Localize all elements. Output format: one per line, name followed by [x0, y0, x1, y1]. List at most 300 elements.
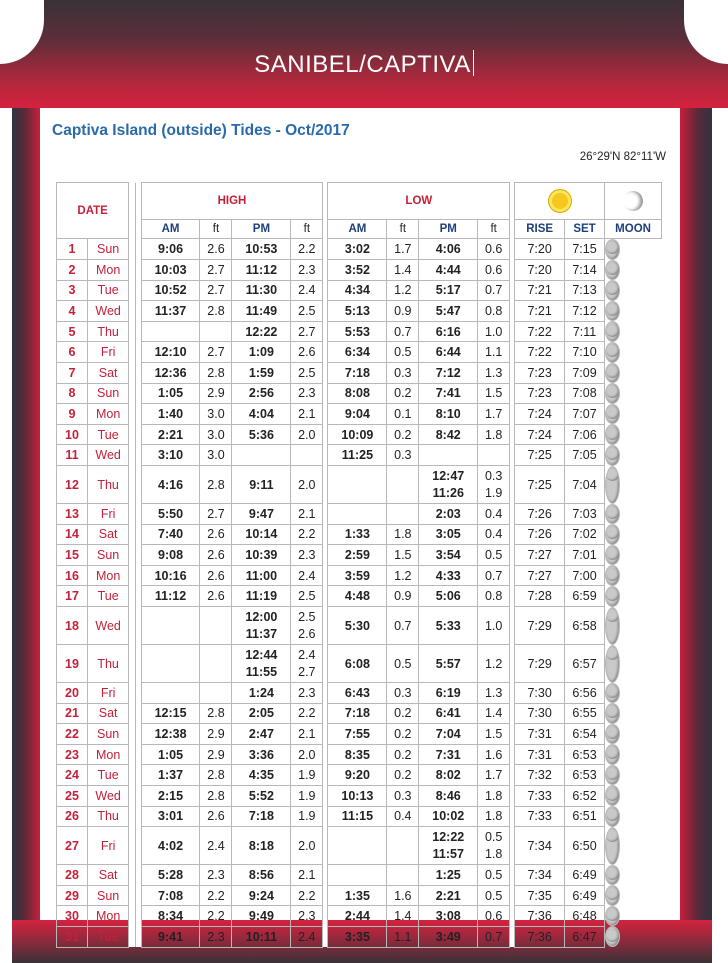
sunset: 6:53: [564, 744, 604, 765]
sunrise: 7:36: [515, 906, 565, 927]
table-row: [57, 645, 662, 683]
high-pm-time: 3:36: [232, 744, 291, 765]
col-rise: RISE: [515, 220, 565, 239]
sunset: 7:10: [564, 342, 604, 363]
low-am-ft: [387, 827, 419, 865]
high-pm-ft: 2.0: [291, 827, 323, 865]
col-high-am: AM: [141, 220, 200, 239]
moon-phase-icon: [606, 262, 619, 275]
column-gap: [129, 683, 136, 704]
high-am-ft: 2.3: [200, 926, 232, 947]
high-am-time: 1:40: [141, 404, 200, 425]
column-gap: [129, 504, 136, 525]
high-pm-time: 1:24: [232, 683, 291, 704]
sunrise: 7:20: [515, 239, 565, 260]
weekday: Thu: [87, 466, 128, 504]
high-pm-time: 11:19: [232, 586, 291, 607]
weekday: Sun: [87, 239, 128, 260]
sunset: 6:56: [564, 683, 604, 704]
low-am-time: 2:59: [328, 545, 387, 566]
low-pm-time: 4:44: [419, 260, 478, 281]
moon-phase: [605, 865, 620, 886]
moon-phase-icon: [606, 365, 619, 378]
sunrise: 7:24: [515, 404, 565, 425]
date-header: DATE: [57, 183, 129, 239]
high-pm-time-1: 12:44: [245, 647, 278, 662]
high-am-ft: 2.6: [200, 239, 232, 260]
sunset: 6:48: [564, 906, 604, 927]
sunset: 6:53: [564, 765, 604, 786]
moon-phase-icon: [606, 867, 619, 880]
low-am-time: 5:13: [328, 301, 387, 322]
low-am-time: 2:44: [328, 906, 387, 927]
moon-header: [605, 183, 662, 220]
low-am-ft: 0.9: [387, 301, 419, 322]
low-pm-time-1: 12:47: [432, 468, 465, 483]
high-am-time: 1:37: [141, 765, 200, 786]
low-pm-time-2: 11:26: [432, 485, 464, 500]
table-row: [57, 586, 662, 607]
low-pm-ft: 0.8: [478, 586, 510, 607]
high-am-ft: 2.6: [200, 806, 232, 827]
high-am-ft: 2.8: [200, 703, 232, 724]
table-row: [57, 765, 662, 786]
low-pm-time: 5:17: [419, 280, 478, 301]
high-pm-time: 7:18: [232, 806, 291, 827]
table-row: [57, 342, 662, 363]
sunrise: 7:26: [515, 504, 565, 525]
high-pm-ft: 2.1: [291, 504, 323, 525]
low-am-ft: 0.7: [387, 321, 419, 342]
low-pm-ft: 1.7: [478, 765, 510, 786]
sunset: 7:00: [564, 565, 604, 586]
column-gap: [129, 524, 136, 545]
column-gap: [129, 466, 136, 504]
low-pm-time: 5:57: [419, 645, 478, 683]
moon-phase-icon: [606, 829, 619, 842]
low-pm-time: 5:33: [419, 607, 478, 645]
low-am-time: 9:04: [328, 404, 387, 425]
col-low-am: AM: [328, 220, 387, 239]
sunrise: 7:26: [515, 524, 565, 545]
high-pm-ft: [291, 645, 323, 683]
column-gap: [129, 565, 136, 586]
low-pm-ft: 1.3: [478, 683, 510, 704]
high-pm-time: 2:56: [232, 383, 291, 404]
sunrise: 7:34: [515, 827, 565, 865]
low-am-ft: 1.2: [387, 565, 419, 586]
high-am-ft: 2.8: [200, 785, 232, 806]
sunset: 6:54: [564, 724, 604, 745]
column-gap: [129, 280, 136, 301]
low-header: LOW: [328, 183, 510, 220]
low-am-time: 10:09: [328, 424, 387, 445]
moon-phase-icon: [606, 808, 619, 821]
day-number: 6: [57, 342, 88, 363]
low-am-ft: 0.7: [387, 607, 419, 645]
low-pm-ft: 0.7: [478, 926, 510, 947]
moon-phase-icon: [606, 685, 619, 698]
low-pm-time-1: 12:22: [432, 829, 465, 844]
low-am-ft: 0.9: [387, 586, 419, 607]
moon-phase-icon: [606, 746, 619, 759]
low-am-ft: 0.5: [387, 645, 419, 683]
weekday: Mon: [87, 260, 128, 281]
day-number: 18: [57, 607, 88, 645]
moon-phase: [605, 827, 620, 865]
high-am-time: 4:16: [141, 466, 200, 504]
high-pm-ft-2: 2.6: [298, 626, 316, 641]
low-am-time: 9:20: [328, 765, 387, 786]
high-pm-time-2: 11:55: [245, 664, 278, 679]
table-row: [57, 424, 662, 445]
weekday: Sun: [87, 724, 128, 745]
high-am-time: 8:34: [141, 906, 200, 927]
sunrise: 7:34: [515, 865, 565, 886]
low-am-ft: 0.2: [387, 724, 419, 745]
high-pm-ft: 1.9: [291, 765, 323, 786]
weekday: Sun: [87, 383, 128, 404]
high-am-time: 7:40: [141, 524, 200, 545]
column-gap: [129, 865, 136, 886]
column-gap: [129, 926, 136, 947]
high-am-ft: 2.8: [200, 363, 232, 384]
moon-phase: [605, 545, 620, 566]
frame-left: [12, 108, 40, 920]
high-pm-ft: 2.3: [291, 260, 323, 281]
low-pm-time: 3:54: [419, 545, 478, 566]
column-gap: [129, 703, 136, 724]
moon-phase: [605, 885, 620, 906]
day-number: 25: [57, 785, 88, 806]
sun-icon: [552, 193, 568, 209]
low-am-ft: 1.7: [387, 239, 419, 260]
sunset: 7:02: [564, 524, 604, 545]
weekday: Tue: [87, 280, 128, 301]
column-gap: [129, 445, 136, 466]
low-am-ft: 1.1: [387, 926, 419, 947]
low-pm-time: 1:25: [419, 865, 478, 886]
low-am-ft: 0.3: [387, 785, 419, 806]
moon-phase-icon: [606, 241, 619, 254]
high-pm-ft: 2.0: [291, 466, 323, 504]
column-gap: [129, 765, 136, 786]
column-gap: [129, 744, 136, 765]
high-am-time: 1:05: [141, 744, 200, 765]
low-pm-time: 3:49: [419, 926, 478, 947]
high-pm-time: [232, 645, 291, 683]
low-am-time: 6:43: [328, 683, 387, 704]
low-am-time: 1:35: [328, 885, 387, 906]
day-number: 7: [57, 363, 88, 384]
low-pm-ft: 0.4: [478, 504, 510, 525]
low-pm-ft: 0.7: [478, 565, 510, 586]
high-pm-time-1: 12:00: [245, 609, 278, 624]
column-gap: [129, 383, 136, 404]
low-pm-ft: 0.6: [478, 239, 510, 260]
moon-phase: [605, 404, 620, 425]
sunset: 6:57: [564, 645, 604, 683]
high-pm-ft: 2.1: [291, 404, 323, 425]
low-pm-ft: 1.5: [478, 724, 510, 745]
high-am-time: [141, 683, 200, 704]
sunrise: 7:33: [515, 785, 565, 806]
table-row: [57, 363, 662, 384]
high-pm-time: 8:18: [232, 827, 291, 865]
low-pm-ft: 1.8: [478, 806, 510, 827]
sunset: 7:08: [564, 383, 604, 404]
table-row: [57, 545, 662, 566]
low-pm-time: 7:12: [419, 363, 478, 384]
moon-phase-icon: [606, 609, 619, 622]
table-row: [57, 404, 662, 425]
moon-phase: [605, 260, 620, 281]
sunset: 6:52: [564, 785, 604, 806]
high-am-ft: 2.6: [200, 545, 232, 566]
high-am-ft: 2.3: [200, 865, 232, 886]
table-row: [57, 301, 662, 322]
moon-phase: [605, 466, 620, 504]
low-pm-time: 6:19: [419, 683, 478, 704]
sunrise: 7:35: [515, 885, 565, 906]
day-number: 4: [57, 301, 88, 322]
high-am-ft: 2.8: [200, 765, 232, 786]
low-am-time: 6:34: [328, 342, 387, 363]
moon-phase-icon: [606, 788, 619, 801]
high-am-ft: 3.0: [200, 445, 232, 466]
high-am-time: 5:28: [141, 865, 200, 886]
weekday: Fri: [87, 342, 128, 363]
col-low-pm: PM: [419, 220, 478, 239]
low-pm-time: 2:03: [419, 504, 478, 525]
moon-phase: [605, 524, 620, 545]
low-pm-time: 4:06: [419, 239, 478, 260]
high-am-ft: 2.2: [200, 906, 232, 927]
high-am-time: 11:37: [141, 301, 200, 322]
sunset: 7:09: [564, 363, 604, 384]
low-am-ft: 0.2: [387, 424, 419, 445]
moon-phase: [605, 724, 620, 745]
low-am-ft: 0.3: [387, 363, 419, 384]
day-number: 3: [57, 280, 88, 301]
moon-phase-icon: [606, 468, 619, 481]
weekday: Sat: [87, 865, 128, 886]
high-pm-time-2: 11:37: [245, 626, 278, 641]
day-number: 27: [57, 827, 88, 865]
low-pm-ft: 1.7: [478, 404, 510, 425]
low-pm-ft: 1.2: [478, 645, 510, 683]
coordinates: 26°29'N 82°11'W: [579, 151, 666, 163]
high-pm-time: 9:11: [232, 466, 291, 504]
moon-phase: [605, 342, 620, 363]
high-am-time: 9:41: [141, 926, 200, 947]
col-moon: MOON: [605, 220, 662, 239]
low-am-time: 3:35: [328, 926, 387, 947]
low-pm-time: 7:41: [419, 383, 478, 404]
high-pm-time: 11:30: [232, 280, 291, 301]
moon-phase: [605, 607, 620, 645]
high-am-ft: 3.0: [200, 424, 232, 445]
moon-phase: [605, 683, 620, 704]
low-pm-time: 8:46: [419, 785, 478, 806]
weekday: Mon: [87, 906, 128, 927]
table-row: [57, 280, 662, 301]
moon-phase-icon: [606, 427, 619, 440]
weekday: Fri: [87, 683, 128, 704]
high-am-ft: 2.9: [200, 744, 232, 765]
low-am-ft: 0.2: [387, 765, 419, 786]
weekday: Tue: [87, 926, 128, 947]
moon-phase: [605, 645, 620, 683]
low-am-time: 11:25: [328, 445, 387, 466]
low-pm-ft: 0.7: [478, 280, 510, 301]
low-pm-time: 8:42: [419, 424, 478, 445]
table-row: [57, 865, 662, 886]
low-pm-ft: 1.0: [478, 607, 510, 645]
sunrise: 7:29: [515, 607, 565, 645]
high-pm-ft: 2.5: [291, 363, 323, 384]
moon-phase: [605, 239, 620, 260]
table-row: [57, 445, 662, 466]
column-gap: [129, 260, 136, 281]
moon-phase: [605, 926, 620, 947]
high-pm-time: 9:47: [232, 504, 291, 525]
sunset: 7:11: [564, 321, 604, 342]
low-am-time: 7:55: [328, 724, 387, 745]
day-number: 20: [57, 683, 88, 704]
low-am-time: 8:08: [328, 383, 387, 404]
low-am-ft: 1.4: [387, 906, 419, 927]
high-am-ft: 2.8: [200, 301, 232, 322]
low-am-time: 10:13: [328, 785, 387, 806]
sunset: 7:03: [564, 504, 604, 525]
sunrise: 7:25: [515, 466, 565, 504]
moon-phase: [605, 424, 620, 445]
page-title-text: SANIBEL/CAPTIVA: [254, 51, 471, 78]
high-am-ft: 2.7: [200, 504, 232, 525]
high-am-time: 10:03: [141, 260, 200, 281]
day-number: 9: [57, 404, 88, 425]
high-pm-time: 4:04: [232, 404, 291, 425]
high-pm-ft: 2.3: [291, 683, 323, 704]
table-row: [57, 383, 662, 404]
sunset: 7:13: [564, 280, 604, 301]
high-am-time: 9:06: [141, 239, 200, 260]
weekday: Fri: [87, 504, 128, 525]
high-pm-ft: 2.5: [291, 301, 323, 322]
low-am-time: [328, 504, 387, 525]
column-gap: [129, 301, 136, 322]
low-am-ft: 0.1: [387, 404, 419, 425]
low-am-time: 7:18: [328, 703, 387, 724]
column-gap: [129, 607, 136, 645]
low-pm-ft: [478, 445, 510, 466]
page-title: [0, 50, 728, 79]
low-am-time: 5:30: [328, 607, 387, 645]
low-pm-time: 2:21: [419, 885, 478, 906]
weekday: Tue: [87, 586, 128, 607]
high-pm-ft: 2.1: [291, 724, 323, 745]
sunrise: 7:31: [515, 744, 565, 765]
low-pm-ft: 1.6: [478, 744, 510, 765]
moon-phase: [605, 906, 620, 927]
moon-phase-icon: [606, 526, 619, 539]
moon-phase: [605, 445, 620, 466]
weekday: Wed: [87, 607, 128, 645]
high-pm-time: 5:36: [232, 424, 291, 445]
col-low-pm-ft: ft: [478, 220, 510, 239]
high-am-ft: 2.6: [200, 586, 232, 607]
low-am-ft: 1.4: [387, 260, 419, 281]
low-pm-ft: [478, 466, 510, 504]
moon-phase-icon: [606, 767, 619, 780]
day-number: 21: [57, 703, 88, 724]
low-pm-time: [419, 445, 478, 466]
sunset: 6:49: [564, 865, 604, 886]
high-pm-ft: 1.9: [291, 806, 323, 827]
high-am-time: 12:38: [141, 724, 200, 745]
high-pm-ft: 2.2: [291, 524, 323, 545]
low-pm-time: [419, 466, 478, 504]
low-am-ft: 1.5: [387, 545, 419, 566]
high-am-time: 5:50: [141, 504, 200, 525]
day-number: 24: [57, 765, 88, 786]
col-high-am-ft: ft: [200, 220, 232, 239]
high-am-ft: 2.2: [200, 885, 232, 906]
sunset: 6:58: [564, 607, 604, 645]
moon-phase-icon: [606, 705, 619, 718]
low-am-time: 4:34: [328, 280, 387, 301]
sunrise: 7:24: [515, 424, 565, 445]
tide-table: [56, 182, 662, 948]
low-pm-time: 7:04: [419, 724, 478, 745]
high-pm-ft: 2.5: [291, 586, 323, 607]
day-number: 13: [57, 504, 88, 525]
column-gap: [129, 404, 136, 425]
low-pm-time: 7:31: [419, 744, 478, 765]
low-pm-ft-1: 0.3: [484, 468, 503, 483]
moon-phase-icon: [606, 344, 619, 357]
high-pm-ft: 2.4: [291, 926, 323, 947]
table-row: [57, 906, 662, 927]
low-am-time: 6:08: [328, 645, 387, 683]
high-am-time: 10:16: [141, 565, 200, 586]
low-pm-ft-2: 1.8: [484, 846, 503, 861]
weekday: Mon: [87, 744, 128, 765]
low-am-time: 1:33: [328, 524, 387, 545]
day-number: 22: [57, 724, 88, 745]
table-row: [57, 926, 662, 947]
high-pm-time: 11:12: [232, 260, 291, 281]
day-number: 8: [57, 383, 88, 404]
high-pm-ft: 2.3: [291, 906, 323, 927]
sunset: 7:04: [564, 466, 604, 504]
col-high-pm-ft: ft: [291, 220, 323, 239]
sun-header: [515, 183, 605, 220]
day-number: 16: [57, 565, 88, 586]
sunrise: 7:27: [515, 565, 565, 586]
sunset: 6:50: [564, 827, 604, 865]
moon-phase: [605, 565, 620, 586]
column-gap: [129, 806, 136, 827]
high-am-time: 7:08: [141, 885, 200, 906]
high-am-time: 10:52: [141, 280, 200, 301]
table-row: [57, 744, 662, 765]
low-pm-ft: [478, 827, 510, 865]
tide-table-body: [57, 239, 662, 948]
high-pm-time: 12:22: [232, 321, 291, 342]
low-am-ft: 0.5: [387, 342, 419, 363]
